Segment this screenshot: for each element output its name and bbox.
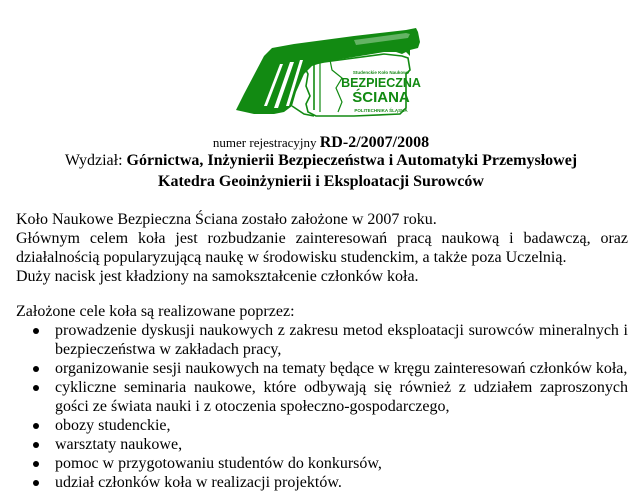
list-item [0,435,628,454]
list-item-text: obozy studenckie, [55,417,171,434]
registration-label: numer rejestracyjny [212,135,317,150]
bullet-icon [33,461,39,467]
founded-paragraph: Koło Naukowe Bezpieczna Ściana zostało założone w 2007 roku. [16,211,437,228]
bullet-icon [33,442,39,448]
logo-title-line2: ŚCIANA [352,89,410,106]
list-item [0,359,628,378]
registration-number: RD-2/2007/2008 [319,134,430,151]
department-name: Katedra Geoinżynierii i Eksploatacji Surowców [158,173,484,190]
logo-title-line1: BEZPIECZNA [341,76,421,90]
logo-top-caption: Studenckie Koło Naukowe [352,70,410,75]
list-item-text: pomoc w przygotowaniu studentów do konkursów, [55,455,382,472]
goal-paragraph: Głównym celem koła jest rozbudzanie zainteresowań pracą naukową i badawczą, oraz działalnością popularyzującą naukę w środowisku studenckim, a także poza Uczelnią. [16,230,628,266]
bullet-icon [33,328,39,334]
list-item [0,321,628,359]
list-item-text: cykliczne seminaria naukowe, które odbywają się również z udziałem zaproszonych gości ze świata nauki i z otoczenia społeczno-gospodarczego, [55,379,628,415]
bullet-icon [33,385,39,391]
list-item-text: organizowanie sesji naukowych na tematy będące w kręgu zainteresowań członków koła, [55,360,628,377]
bullet-icon [33,366,39,372]
list-item-text: warsztaty naukowe, [55,436,183,453]
list-item [0,473,628,492]
bullet-icon [33,423,39,429]
goals-list [0,321,628,492]
faculty-line [0,152,642,170]
club-logo [234,22,444,122]
list-item-text: prowadzenie dyskusji naukowych z zakresu metod eksploatacji surowców mineralnych i bezpieczeństwa w zakładach pracy, [55,322,628,358]
registration-line [0,134,642,152]
list-item [0,454,628,473]
list-intro: Założone cele koła są realizowane poprzez: [16,303,295,320]
bullet-icon [33,480,39,486]
logo-bottom-caption: POLITECHNIKA ŚLĄSKA [354,108,408,113]
faculty-label: Wydział: [64,152,123,169]
faculty-name: Górnictwa, Inżynierii Bezpieczeństwa i Automatyki Przemysłowej [126,152,578,169]
list-item [0,416,628,435]
emphasis-paragraph: Duży nacisk jest kładziony na samokształcenie członków koła. [16,268,419,285]
list-item-text: udział członków koła w realizacji projektów. [55,474,342,491]
list-item [0,378,628,416]
